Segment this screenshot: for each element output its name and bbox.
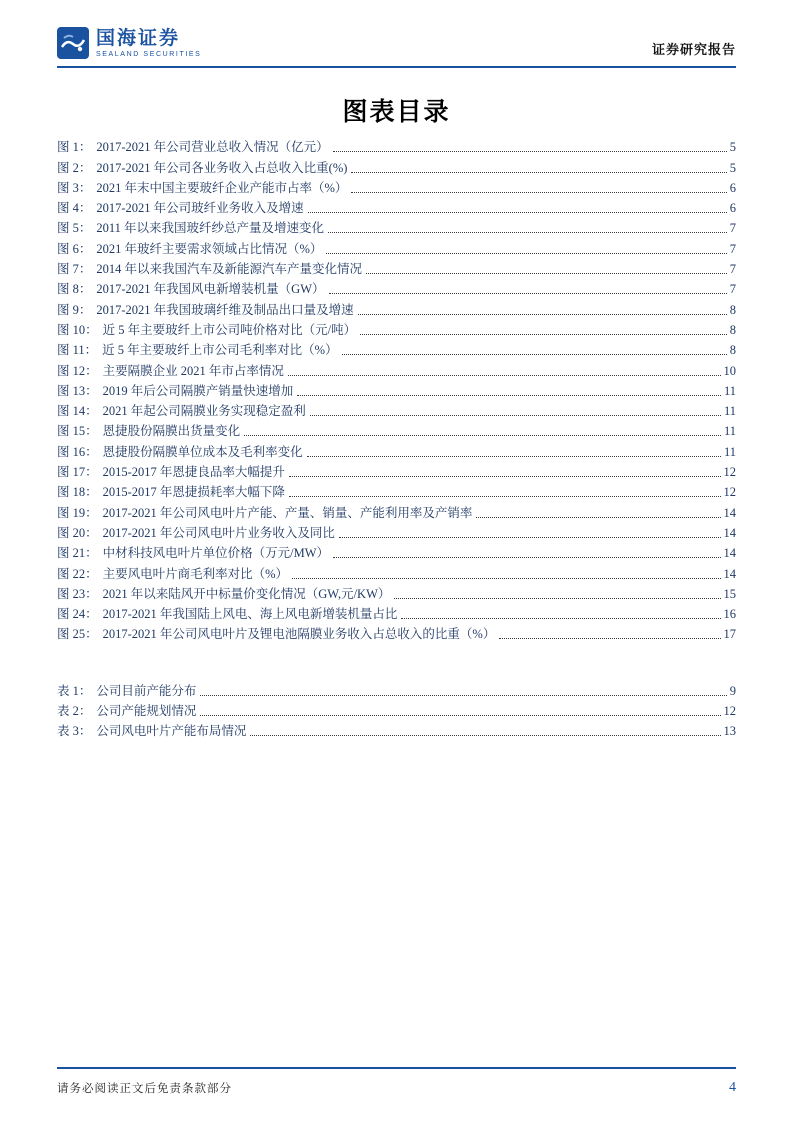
toc-entry-label: 图 25： — [57, 627, 98, 642]
toc-entry-title: 2021 年起公司隔膜业务实现稳定盈利 — [102, 404, 306, 419]
toc-entry-title: 公司产能规划情况 — [96, 704, 197, 719]
brand-text — [96, 29, 201, 58]
toc-entry-page: 8 — [729, 322, 736, 337]
toc-dot-leader — [289, 496, 721, 497]
figure-toc-entry[interactable] — [57, 624, 736, 644]
toc-entry-title: 2011 年以来我国玻纤纱总产量及增速变化 — [96, 221, 325, 236]
toc-entry-page: 7 — [729, 262, 736, 277]
toc-dot-leader — [292, 578, 720, 579]
toc-dot-leader — [308, 212, 727, 213]
toc-dot-leader — [360, 334, 727, 335]
toc-entry-title: 2021 年玻纤主要需求领域占比情况（%） — [96, 241, 323, 256]
toc-dot-leader — [310, 415, 721, 416]
toc-entry-title: 2017-2021 年公司营业总收入情况（亿元） — [96, 140, 329, 155]
toc-entry-label: 图 11： — [57, 343, 98, 358]
toc-entry-page: 11 — [723, 424, 736, 439]
figure-toc-entry[interactable] — [57, 462, 736, 482]
toc-entry-title: 公司风电叶片产能布局情况 — [96, 724, 247, 739]
brand — [57, 27, 201, 59]
toc-entry-title: 2017-2021 年公司风电叶片业务收入及同比 — [102, 525, 335, 540]
figure-toc-entry[interactable] — [57, 360, 736, 380]
figure-toc-entry[interactable] — [57, 543, 736, 563]
toc-entry-page: 14 — [723, 566, 736, 581]
figure-toc-entry[interactable] — [57, 137, 736, 157]
toc-entry-title: 公司目前产能分布 — [96, 683, 197, 698]
toc-dot-leader — [333, 151, 727, 152]
table-toc-entry[interactable] — [57, 721, 736, 741]
toc — [57, 137, 736, 741]
toc-dot-leader — [200, 695, 726, 696]
toc-entry-page: 14 — [723, 525, 736, 540]
toc-entry-title: 2015-2017 年恩捷损耗率大幅下降 — [102, 485, 285, 500]
toc-dot-leader — [351, 172, 726, 173]
figure-toc-entry[interactable] — [57, 441, 736, 461]
toc-dot-leader — [329, 293, 727, 294]
toc-entry-title: 近 5 年主要玻纤上市公司毛利率对比（%） — [102, 343, 338, 358]
toc-dot-leader — [250, 735, 720, 736]
toc-dot-leader — [401, 618, 720, 619]
header-divider — [57, 66, 736, 68]
toc-dot-leader — [476, 517, 720, 518]
toc-dot-leader — [339, 537, 721, 538]
toc-entry-label: 表 2： — [57, 704, 92, 719]
figure-toc-entry[interactable] — [57, 259, 736, 279]
toc-entry-page: 8 — [729, 343, 736, 358]
figure-toc-entry[interactable] — [57, 381, 736, 401]
toc-entry-title: 恩捷股份隔膜单位成本及毛利率变化 — [102, 444, 303, 459]
toc-entry-label: 图 6： — [57, 241, 92, 256]
footer-page-number: 4 — [729, 1080, 736, 1095]
toc-entry-page: 9 — [729, 683, 736, 698]
footer-disclaimer: 请务必阅读正文后免责条款部分 — [57, 1083, 232, 1095]
figure-toc-entry[interactable] — [57, 482, 736, 502]
toc-entry-label: 图 8： — [57, 282, 92, 297]
figure-toc-entry[interactable] — [57, 238, 736, 258]
toc-dot-leader — [289, 476, 721, 477]
toc-entry-page: 14 — [723, 505, 736, 520]
figure-toc-entry[interactable] — [57, 218, 736, 238]
toc-entry-label: 图 12： — [57, 363, 98, 378]
toc-entry-page: 6 — [729, 201, 736, 216]
toc-dot-leader — [342, 354, 727, 355]
toc-dot-leader — [297, 395, 721, 396]
report-type-label: 证券研究报告 — [651, 42, 736, 57]
toc-entry-label: 图 10： — [57, 322, 98, 337]
toc-entry-label: 图 21： — [57, 546, 98, 561]
page-footer — [57, 1080, 736, 1096]
toc-entry-page: 11 — [723, 383, 736, 398]
toc-entry-page: 10 — [723, 363, 736, 378]
page-title: 图表目录 — [342, 99, 451, 126]
table-toc-entry[interactable] — [57, 680, 736, 700]
toc-entry-page: 11 — [723, 444, 736, 459]
toc-entry-label: 图 7： — [57, 262, 92, 277]
toc-entry-label: 图 16： — [57, 444, 98, 459]
toc-dot-leader — [288, 375, 721, 376]
toc-figures-list — [57, 137, 736, 644]
toc-entry-title: 2021 年以来陆风开中标量价变化情况（GW,元/KW） — [102, 586, 391, 601]
toc-entry-page: 7 — [729, 221, 736, 236]
toc-entry-page: 16 — [723, 607, 736, 622]
toc-dot-leader — [358, 314, 727, 315]
toc-entry-label: 图 3： — [57, 180, 92, 195]
figure-toc-entry[interactable] — [57, 178, 736, 198]
toc-entry-page: 5 — [729, 160, 736, 175]
figure-toc-entry[interactable] — [57, 320, 736, 340]
toc-dot-leader — [244, 435, 721, 436]
figure-toc-entry[interactable] — [57, 563, 736, 583]
toc-entry-label: 图 1： — [57, 140, 92, 155]
toc-entry-title: 近 5 年主要玻纤上市公司吨价格对比（元/吨） — [102, 322, 357, 337]
toc-entry-title: 2017-2021 年我国玻璃纤维及制品出口量及增速 — [96, 302, 354, 317]
toc-dot-leader — [333, 557, 720, 558]
figure-toc-entry[interactable] — [57, 421, 736, 441]
toc-entry-page: 7 — [729, 282, 736, 297]
toc-entry-page: 11 — [723, 404, 736, 419]
brand-name: 国海证券 — [96, 27, 181, 49]
figure-toc-entry[interactable] — [57, 340, 736, 360]
toc-dot-leader — [328, 232, 727, 233]
toc-entry-title: 2017-2021 年公司风电叶片产能、产量、销量、产能利用率及产销率 — [102, 505, 473, 520]
toc-entry-label: 图 23： — [57, 586, 98, 601]
toc-entry-page: 12 — [723, 465, 736, 480]
figure-toc-entry[interactable] — [57, 523, 736, 543]
toc-entry-label: 图 22： — [57, 566, 98, 581]
toc-entry-page: 12 — [723, 704, 736, 719]
toc-entry-label: 图 13： — [57, 383, 98, 398]
toc-entry-label: 图 24： — [57, 607, 98, 622]
toc-entry-title: 中材科技风电叶片单位价格（万元/MW） — [102, 546, 330, 561]
figure-toc-entry[interactable] — [57, 401, 736, 421]
figure-toc-entry[interactable] — [57, 604, 736, 624]
toc-entry-label: 图 15： — [57, 424, 98, 439]
toc-entry-title: 2021 年末中国主要玻纤企业产能市占率（%） — [96, 180, 348, 195]
toc-dot-leader — [307, 456, 721, 457]
figure-toc-entry[interactable] — [57, 502, 736, 522]
toc-entry-label: 图 17： — [57, 465, 98, 480]
toc-dot-leader — [499, 638, 720, 639]
toc-tables-list — [57, 680, 736, 741]
toc-section-gap — [57, 644, 736, 680]
brand-logo-icon — [57, 27, 89, 59]
toc-entry-label: 图 20： — [57, 525, 98, 540]
toc-entry-page: 6 — [729, 180, 736, 195]
toc-entry-label: 图 5： — [57, 221, 92, 236]
figure-toc-entry[interactable] — [57, 584, 736, 604]
toc-entry-title: 2015-2017 年恩捷良品率大幅提升 — [102, 465, 285, 480]
table-toc-entry[interactable] — [57, 701, 736, 721]
toc-entry-label: 图 14： — [57, 404, 98, 419]
toc-entry-title: 2017-2021 年公司风电叶片及锂电池隔膜业务收入占总收入的比重（%） — [102, 627, 496, 642]
brand-subtitle: SEALAND SECURITIES — [96, 50, 202, 58]
toc-entry-page: 5 — [729, 140, 736, 155]
figure-toc-entry[interactable] — [57, 198, 736, 218]
toc-dot-leader — [200, 715, 720, 716]
toc-entry-page: 15 — [723, 586, 736, 601]
page-header — [57, 27, 736, 59]
toc-entry-title: 2017-2021 年我国陆上风电、海上风电新增装机量占比 — [102, 607, 398, 622]
toc-entry-title: 2017-2021 年公司玻纤业务收入及增速 — [96, 201, 304, 216]
toc-entry-label: 图 9： — [57, 302, 92, 317]
toc-entry-page: 14 — [723, 546, 736, 561]
toc-entry-title: 2017-2021 年我国风电新增装机量（GW） — [96, 282, 325, 297]
toc-entry-page: 8 — [729, 302, 736, 317]
toc-entry-label: 表 1： — [57, 683, 92, 698]
toc-dot-leader — [394, 598, 720, 599]
toc-entry-title: 2019 年后公司隔膜产销量快速增加 — [102, 383, 294, 398]
toc-entry-page: 13 — [723, 724, 736, 739]
toc-entry-label: 表 3： — [57, 724, 92, 739]
toc-dot-leader — [366, 273, 727, 274]
toc-entry-label: 图 2： — [57, 160, 92, 175]
toc-entry-label: 图 4： — [57, 201, 92, 216]
toc-entry-title: 2017-2021 年公司各业务收入占总收入比重(%) — [96, 160, 348, 175]
toc-entry-page: 12 — [723, 485, 736, 500]
toc-entry-page: 7 — [729, 241, 736, 256]
toc-entry-label: 图 19： — [57, 505, 98, 520]
figure-toc-entry[interactable] — [57, 157, 736, 177]
toc-entry-title: 2014 年以来我国汽车及新能源汽车产量变化情况 — [96, 262, 363, 277]
toc-entry-title: 主要隔膜企业 2021 年市占率情况 — [102, 363, 284, 378]
toc-entry-title: 恩捷股份隔膜出货量变化 — [102, 424, 241, 439]
toc-dot-leader — [351, 192, 726, 193]
footer-divider — [57, 1067, 736, 1069]
figure-toc-entry[interactable] — [57, 299, 736, 319]
toc-entry-label: 图 18： — [57, 485, 98, 500]
figure-toc-entry[interactable] — [57, 279, 736, 299]
toc-entry-title: 主要风电叶片商毛利率对比（%） — [102, 566, 289, 581]
toc-dot-leader — [326, 253, 726, 254]
toc-entry-page: 17 — [723, 627, 736, 642]
